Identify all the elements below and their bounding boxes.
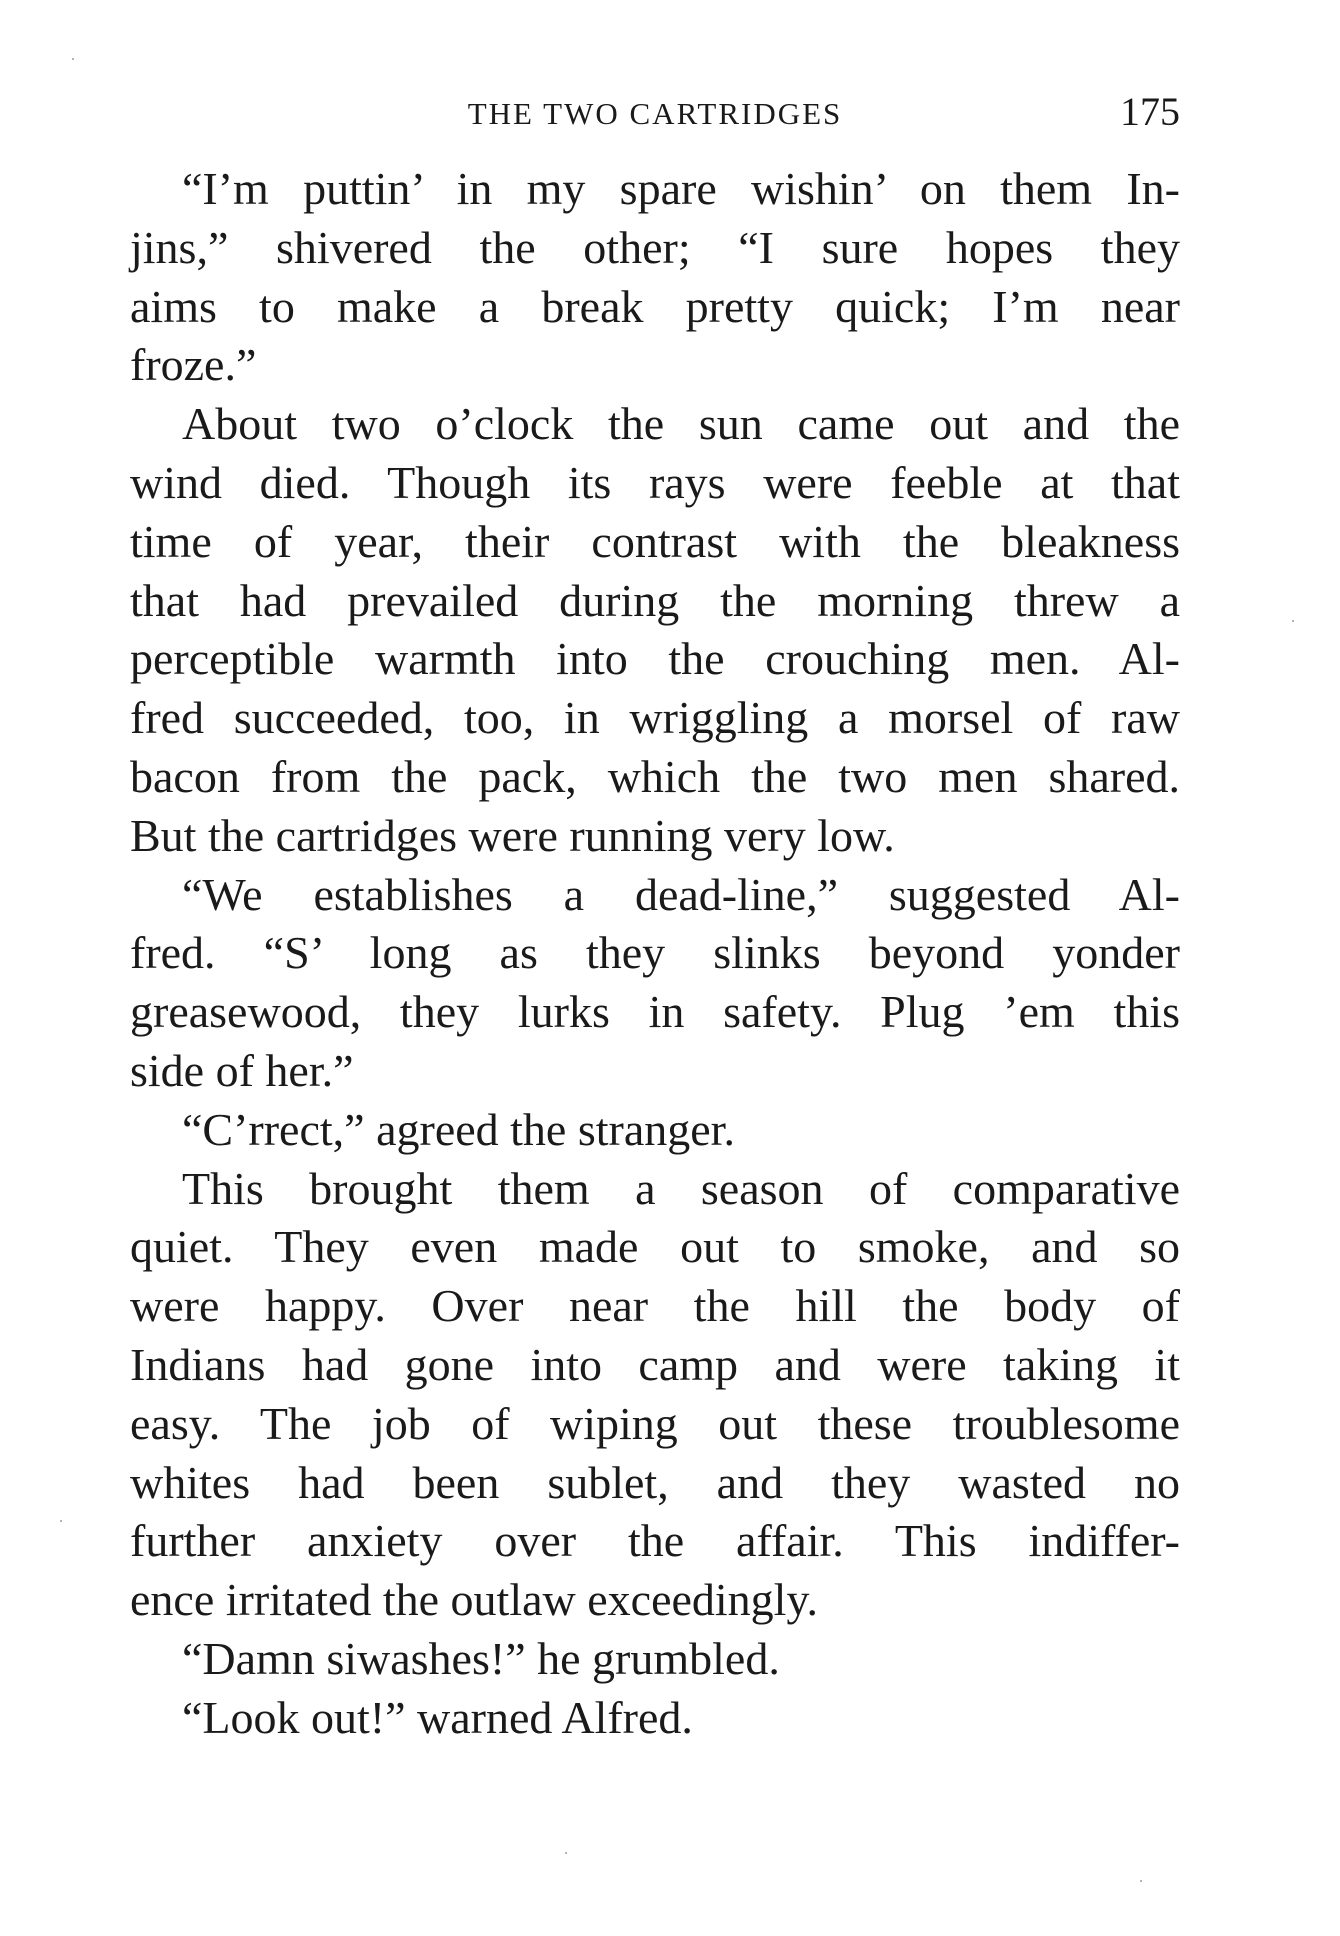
- text-line: This brought them a season of comparative: [182, 1162, 1180, 1214]
- text-line: fred succeeded, too, in wriggling a morsel of raw: [130, 692, 1180, 744]
- running-title: THE TWO CARTRIDGES: [467, 96, 843, 131]
- text-line: easy. The job of wiping out these troublesome: [130, 1397, 1180, 1449]
- text-line: “Look out!” warned Alfred.: [182, 1691, 693, 1743]
- page-number: 175: [1120, 89, 1180, 134]
- text-line: “C’rrect,” agreed the stranger.: [182, 1103, 735, 1155]
- text-line: About two o’clock the sun came out and the: [182, 398, 1180, 450]
- text-line: Indians had gone into camp and were taking it: [130, 1338, 1180, 1390]
- text-line: that had prevailed during the morning threw a: [130, 574, 1180, 626]
- text-line: whites had been sublet, and they wasted no: [130, 1456, 1180, 1508]
- text-line: greasewood, they lurks in safety. Plug ’em this: [130, 986, 1180, 1038]
- text-line: jins,” shivered the other; “I sure hopes they: [130, 221, 1180, 273]
- text-line: ence irritated the outlaw exceedingly.: [130, 1574, 818, 1626]
- scan-speck: [60, 1520, 62, 1522]
- text-line: fred. “S’ long as they slinks beyond yonder: [130, 927, 1180, 979]
- scan-speck: [1140, 1880, 1142, 1882]
- text-line: “Damn siwashes!” he grumbled.: [182, 1632, 780, 1684]
- text-line: further anxiety over the affair. This indiffer-: [130, 1515, 1180, 1567]
- text-line: were happy. Over near the hill the body of: [130, 1280, 1180, 1332]
- text-line: quiet. They even made out to smoke, and so: [130, 1221, 1180, 1273]
- running-head: [130, 88, 1180, 138]
- text-line: perceptible warmth into the crouching men. Al-: [130, 633, 1180, 685]
- body-text: [130, 160, 1180, 1748]
- text-line: aims to make a break pretty quick; I’m near: [130, 280, 1180, 332]
- text-line: bacon from the pack, which the two men shared.: [130, 750, 1180, 802]
- text-line: “I’m puttin’ in my spare wishin’ on them In-: [182, 163, 1180, 214]
- text-line: But the cartridges were running very low.: [130, 809, 895, 861]
- scan-speck: [1292, 620, 1294, 622]
- text-line: froze.”: [130, 339, 257, 391]
- scan-speck: [72, 58, 74, 60]
- text-line: side of her.”: [130, 1044, 354, 1096]
- scan-speck: [565, 1852, 567, 1854]
- text-line: time of year, their contrast with the bleakness: [130, 515, 1180, 567]
- text-line: wind died. Though its rays were feeble at that: [130, 456, 1180, 508]
- text-line: “We establishes a dead-line,” suggested Al-: [182, 868, 1180, 920]
